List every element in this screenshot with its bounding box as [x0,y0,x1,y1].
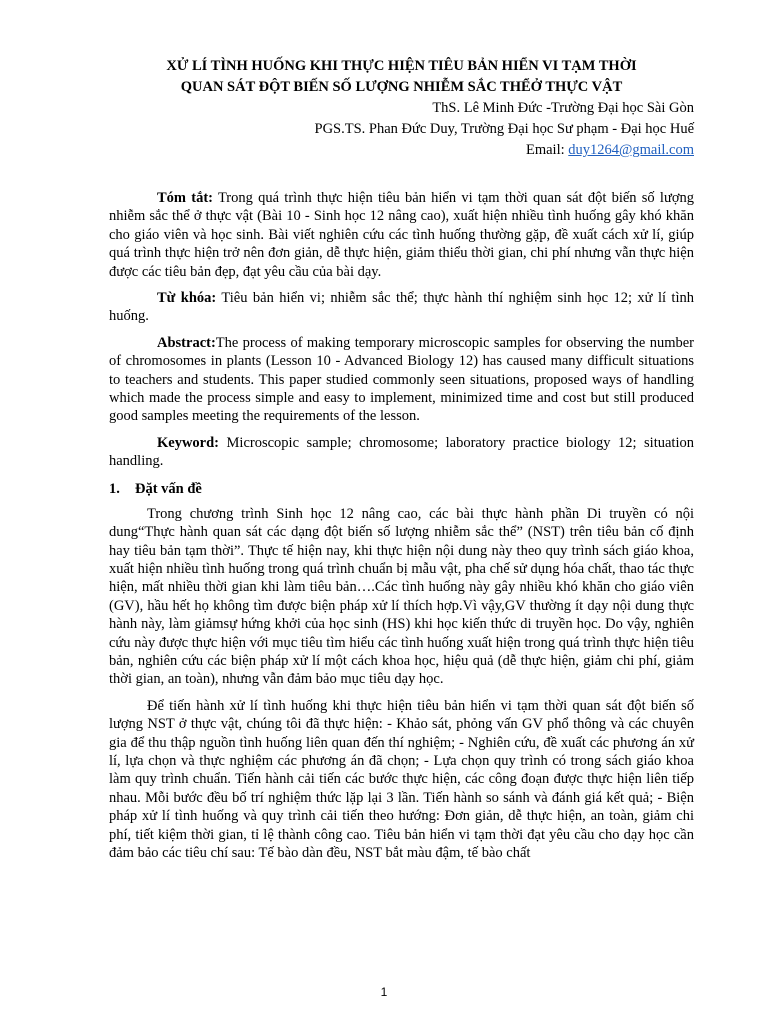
document-page [109,56,694,870]
keywords-vi-paragraph [109,289,694,326]
keywords-en-text: Microscopic sample; chromosome; laboratory practice biology 12; situation handling. [109,434,694,470]
email-label: Email: [525,142,569,158]
section-heading [109,479,694,499]
author-2: PGS.TS. Phan Đức Duy, Trường Đại học Sư phạm - Đại học Huế [314,121,694,137]
summary-paragraph [109,189,694,281]
keywords-en-paragraph [109,434,694,471]
keywords-vi-label: Từ khóa: [157,290,217,307]
summary-text: Trong quá trình thực hiện tiêu bản hiển vi tạm thời quan sát đột biến số lượng nhiễm sắc thể ở thực vật (Bài 10 - Sinh học 12 nâng cao), xuất hiện nhiều tình huống gây khó khăn cho giáo viên và học sinh. Bài viết nghiên cứu các tình huống thường gặp, đề xuất cách xử lí, giúp quá trình thực hiện trở nên đơn giản, dễ thực hiện, giảm thiểu thời gian, chi phí nhưng vẫn thực hiện được các tiêu bản đẹp, đạt yêu cầu của bài dạy. [109,190,694,280]
abstract-paragraph [109,334,694,426]
paper-title-line1: XỬ LÍ TÌNH HUỐNG KHI THỰC HIỆN TIÊU BẢN HIỂN VI TẠM THỜI [166,58,637,74]
section-paragraph-2: Để tiến hành xử lí tình huống khi thực hiện tiêu bản hiển vi tạm thời quan sát đột biến số lượng NST ở thực vật, chúng tôi đã thực hiện: - Khảo sát, phỏng vấn GV phổ thông và các chuyên gia để thu thập nguồn tình huống liên quan đến thí nghiệm; - Nghiên cứu, đề xuất các phương án xử lí, lựa chọn và thực nghiệm các phương án đã chọn; - Lựa chọn quy trình có trong sách giáo khoa làm quy trình chuẩn. Tiến hành cải tiến các bước thực hiện, các công đoạn được thực hiện liên tiếp nhau. Mỗi bước đều bố trí nghiệm thức lặp lại 3 lần. Tiến hành so sánh và đánh giá kết quả; - Biện pháp xử lí tình huống và quy trình cải tiến theo hướng: Đơn giản, dễ thực hiện, an toàn, giảm chi phí, tiết kiệm thời gian, tỉ lệ thành công cao. Tiêu bản hiển vi tạm thời đạt yêu cầu cho dạy học cần đảm bảo các tiêu chí sau: Tế bào dàn đều, NST bắt màu đậm, tế bào chất [109,697,694,861]
section-title: Đặt vấn đề [135,480,202,497]
page-number: 1 [380,985,388,999]
abstract-label: Abstract: [157,334,216,351]
summary-label: Tóm tắt: [157,190,213,206]
author-email-line [109,140,694,161]
section-number: 1. [109,480,120,497]
paper-title-line2: QUAN SÁT ĐỘT BIẾN SỐ LƯỢNG NHIỄM SẮC THỂỞ THỰC VẬT [180,79,623,95]
section-paragraph-1: Trong chương trình Sinh học 12 nâng cao, các bài thực hành phần Di truyền có nội dung“Thực hành quan sát các dạng đột biến số lượng nhiễm sắc thể” (NST) trên tiêu bản cố định hay tiêu bản tạm thời”. Thực tế hiện nay, khi thực hiện nội dung này theo quy trình sách giáo khoa, xuất hiện nhiều tình huống trong quá trình chuẩn bị mẫu vật, pha chế sử dụng hóa chất, thao tác thực hiện, mất nhiều thời gian khi làm tiêu bản….Các tình huống này gây nhiều khó khăn cho giáo viên (GV), hầu hết họ không tìm được biện pháp xử lí thích hợp.Vì vậy,GV thường ít dạy nội dung thực hành này, làm giảmsự hứng khởi của học sinh (HS) khi học kiến thức di truyền học. Do vậy, nghiên cứu này được thực hiện với mục tiêu tìm hiểu các tình huống xuất hiện trong quá trình thực hiện tiêu bản, nghiên cứu các biện pháp xử lí một cách khoa học, hiệu quả (dễ thực hiện, giảm chi phí, giảm thời gian, an toàn), nhưng vẫn đảm bảo mục tiêu dạy học. [109,505,694,688]
keywords-en-label: Keyword: [157,434,220,451]
email-link[interactable]: duy1264@gmail.com [568,142,694,158]
keywords-vi-text: Tiêu bản hiển vi; nhiễm sắc thể; thực hành thí nghiệm sinh học 12; xử lí tình huống. [109,290,694,325]
abstract-text: The process of making temporary microscopic samples for observing the number of chromosomes in plants (Lesson 10 - Advanced Biology 12) has caused many difficult situations to teachers and students. This paper studied commonly seen situations, proposed ways of handling which made the process simple and easy to implement, minimized time and cost but still produced good samples meeting the requirements of the lesson. [109,334,694,425]
author-1: ThS. Lê Minh Đức -Trường Đại học Sài Gòn [432,100,694,116]
